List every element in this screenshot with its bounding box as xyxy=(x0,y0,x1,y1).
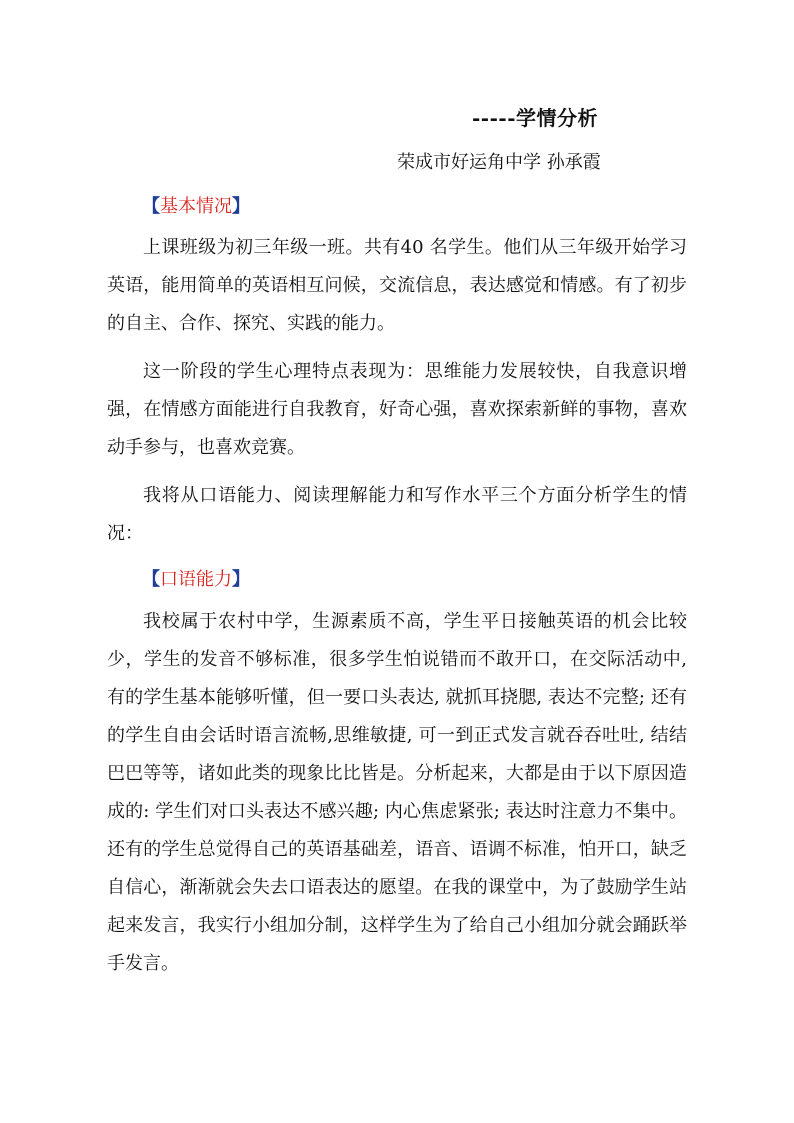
paragraph-oral-ability: 我校属于农村中学，生源素质不高，学生平日接触英语的机会比较少，学生的发音不够标准，很多学生怕说错而不敢开口，在交际活动中, 有的学生基本能够听懂，但一要口头表达, 就抓耳挠腮, 表达不完整; 还有的学生自由会话时语言流畅,思维敏捷, 可一到正式发言就吞吞吐吐, 结结巴巴等等，诸如此类的现象比比皆是。分析起来，大都是由于以下原因造成的: 学生们对口头表达不感兴趣; 内心焦虑紧张; 表达时注意力不集中。还有的学生总觉得自己的英语基础差，语音、语调不标准，怕开口，缺乏自信心，渐渐就会失去口语表达的愿望。在我的课堂中，为了鼓励学生站起来发言，我实行小组加分制，这样学生为了给自己小组加分就会踊跃举手发言。 xyxy=(107,611,687,974)
paragraph-psychology: 这一阶段的学生心理特点表现为：思维能力发展较快，自我意识增强，在情感方面能进行自我教育，好奇心强，喜欢探索新鲜的事物，喜欢动手参与，也喜欢竞赛。 xyxy=(107,361,687,458)
paragraph-analysis-intro: 我将从口语能力、阅读理解能力和写作水平三个方面分析学生的情况： xyxy=(107,485,687,544)
section-heading-oral-ability xyxy=(142,565,250,591)
paragraph-class-overview: 上课班级为初三年级一班。共有40 名学生。他们从三年级开始学习英语，能用简单的英语相互问候，交流信息，表达感觉和情感。有了初步的自主、合作、探究、实践的能力。 xyxy=(107,237,687,334)
heading-open-bracket: 【 xyxy=(142,569,160,590)
section-heading-basic-situation xyxy=(142,192,250,218)
document-title: -----学情分析 xyxy=(472,106,599,130)
heading-open-bracket: 【 xyxy=(142,196,160,217)
heading-text: 基本情况 xyxy=(160,196,232,217)
heading-close-bracket: 】 xyxy=(232,569,250,590)
author-line: 荣成市好运角中学 孙承霞 xyxy=(397,152,601,173)
heading-text: 口语能力 xyxy=(160,569,232,590)
heading-close-bracket: 】 xyxy=(232,196,250,217)
